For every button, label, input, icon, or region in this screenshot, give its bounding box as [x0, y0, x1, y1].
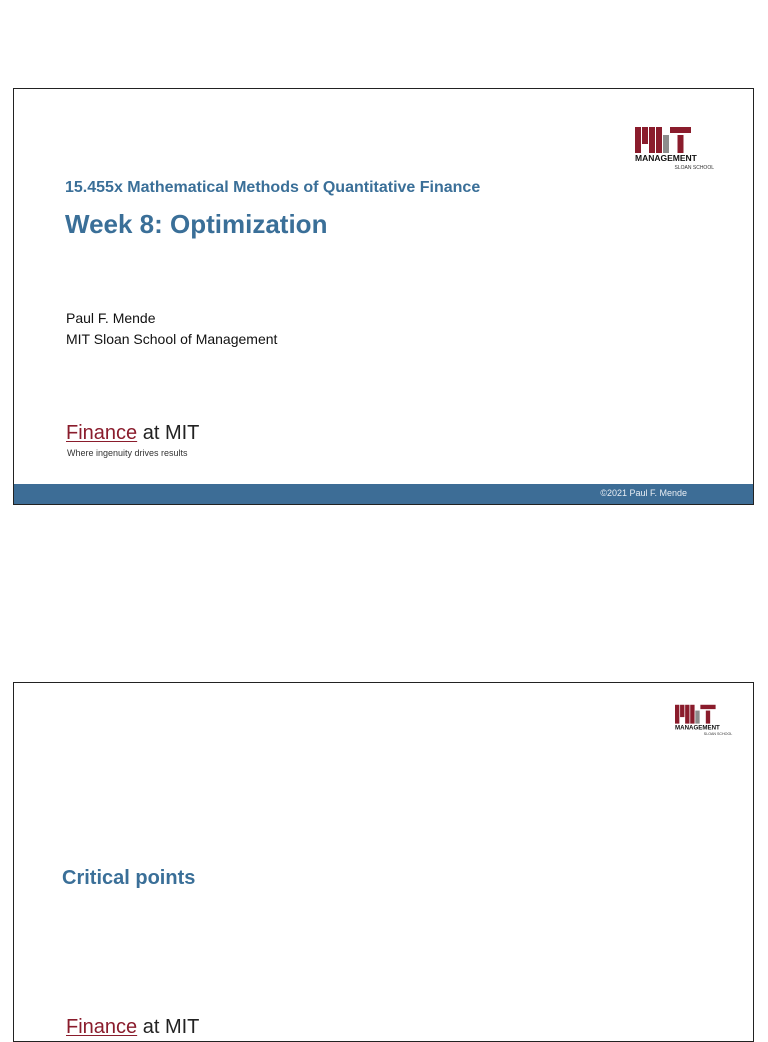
course-title: 15.455x Mathematical Methods of Quantitative Finance: [65, 179, 481, 196]
copyright-text: ©2021 Paul F. Mende: [600, 488, 687, 498]
mit-sloan-logo: [675, 703, 733, 737]
section-slide: [13, 682, 754, 1042]
brand-finance-text: Finance: [66, 422, 138, 444]
finance-at-mit-logo: [66, 422, 199, 445]
logo-sloan-text: SLOAN SCHOOL: [674, 165, 714, 171]
brand-tagline: Where ingenuity drives results: [67, 448, 188, 458]
logo-sloan-text: SLOAN SCHOOL: [703, 732, 733, 737]
author-institution: MIT Sloan School of Management: [66, 331, 278, 347]
brand-finance-text: Finance: [66, 1016, 138, 1038]
lecture-title: Week 8: Optimization: [65, 209, 328, 239]
section-title: Critical points: [62, 867, 196, 889]
footer-bar: [14, 484, 753, 504]
logo-management-text: MANAGEMENT: [675, 724, 720, 732]
logo-management-text: MANAGEMENT: [635, 153, 697, 163]
author-name: Paul F. Mende: [66, 310, 156, 326]
title-slide: [13, 88, 754, 505]
brand-at-mit-text: at MIT: [137, 422, 200, 444]
finance-at-mit-logo: [66, 1016, 199, 1039]
brand-at-mit-text: at MIT: [137, 1016, 200, 1038]
mit-sloan-logo: [635, 125, 715, 171]
